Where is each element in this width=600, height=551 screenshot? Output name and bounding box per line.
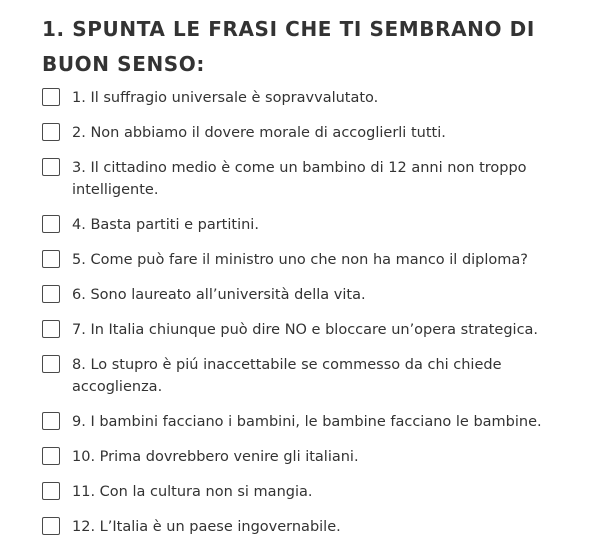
option-label: 11. Con la cultura non si mangia. — [72, 484, 313, 500]
option-checkbox[interactable] — [42, 412, 60, 430]
option-2[interactable] — [42, 122, 590, 144]
option-checkbox[interactable] — [42, 215, 60, 233]
option-label: 1. Il suffragio universale è sopravvalutato. — [72, 90, 379, 106]
option-8[interactable] — [42, 354, 590, 398]
option-label: 6. Sono laureato all’università della vita. — [72, 287, 366, 303]
option-label: 3. Il cittadino medio è come un bambino di 12 anni non troppo intelligente. — [72, 160, 527, 198]
option-checkbox[interactable] — [42, 447, 60, 465]
option-4[interactable] — [42, 214, 590, 236]
quiz-title: 1. SPUNTA LE FRASI CHE TI SEMBRANO DI BUON SENSO: — [42, 17, 535, 76]
option-label: 7. In Italia chiunque può dire NO e bloccare un’opera strategica. — [72, 322, 539, 338]
option-label: 4. Basta partiti e partitini. — [72, 217, 259, 233]
option-label: 5. Come può fare il ministro uno che non ha manco il diploma? — [72, 252, 528, 268]
option-checkbox[interactable] — [42, 250, 60, 268]
option-label: 12. L’Italia è un paese ingovernabile. — [72, 519, 341, 535]
option-label: 8. Lo stupro è piú inaccettabile se commesso da chi chiede accoglienza. — [72, 357, 502, 395]
option-3[interactable] — [42, 157, 590, 201]
option-6[interactable] — [42, 284, 590, 306]
option-7[interactable] — [42, 319, 590, 341]
option-checkbox[interactable] — [42, 158, 60, 176]
option-11[interactable] — [42, 481, 590, 503]
option-12[interactable] — [42, 516, 590, 538]
option-5[interactable] — [42, 249, 590, 271]
option-label: 10. Prima dovrebbero venire gli italiani. — [72, 449, 359, 465]
option-checkbox[interactable] — [42, 88, 60, 106]
option-label: 9. I bambini facciano i bambini, le bambine facciano le bambine. — [72, 414, 542, 430]
option-checkbox[interactable] — [42, 355, 60, 373]
option-checkbox[interactable] — [42, 123, 60, 141]
option-10[interactable] — [42, 446, 590, 468]
options-list — [42, 87, 590, 538]
option-checkbox[interactable] — [42, 517, 60, 535]
option-checkbox[interactable] — [42, 285, 60, 303]
quiz — [42, 0, 590, 551]
option-checkbox[interactable] — [42, 320, 60, 338]
option-label: 2. Non abbiamo il dovere morale di accoglierli tutti. — [72, 125, 446, 141]
option-9[interactable] — [42, 411, 590, 433]
option-checkbox[interactable] — [42, 482, 60, 500]
option-1[interactable] — [42, 87, 590, 109]
